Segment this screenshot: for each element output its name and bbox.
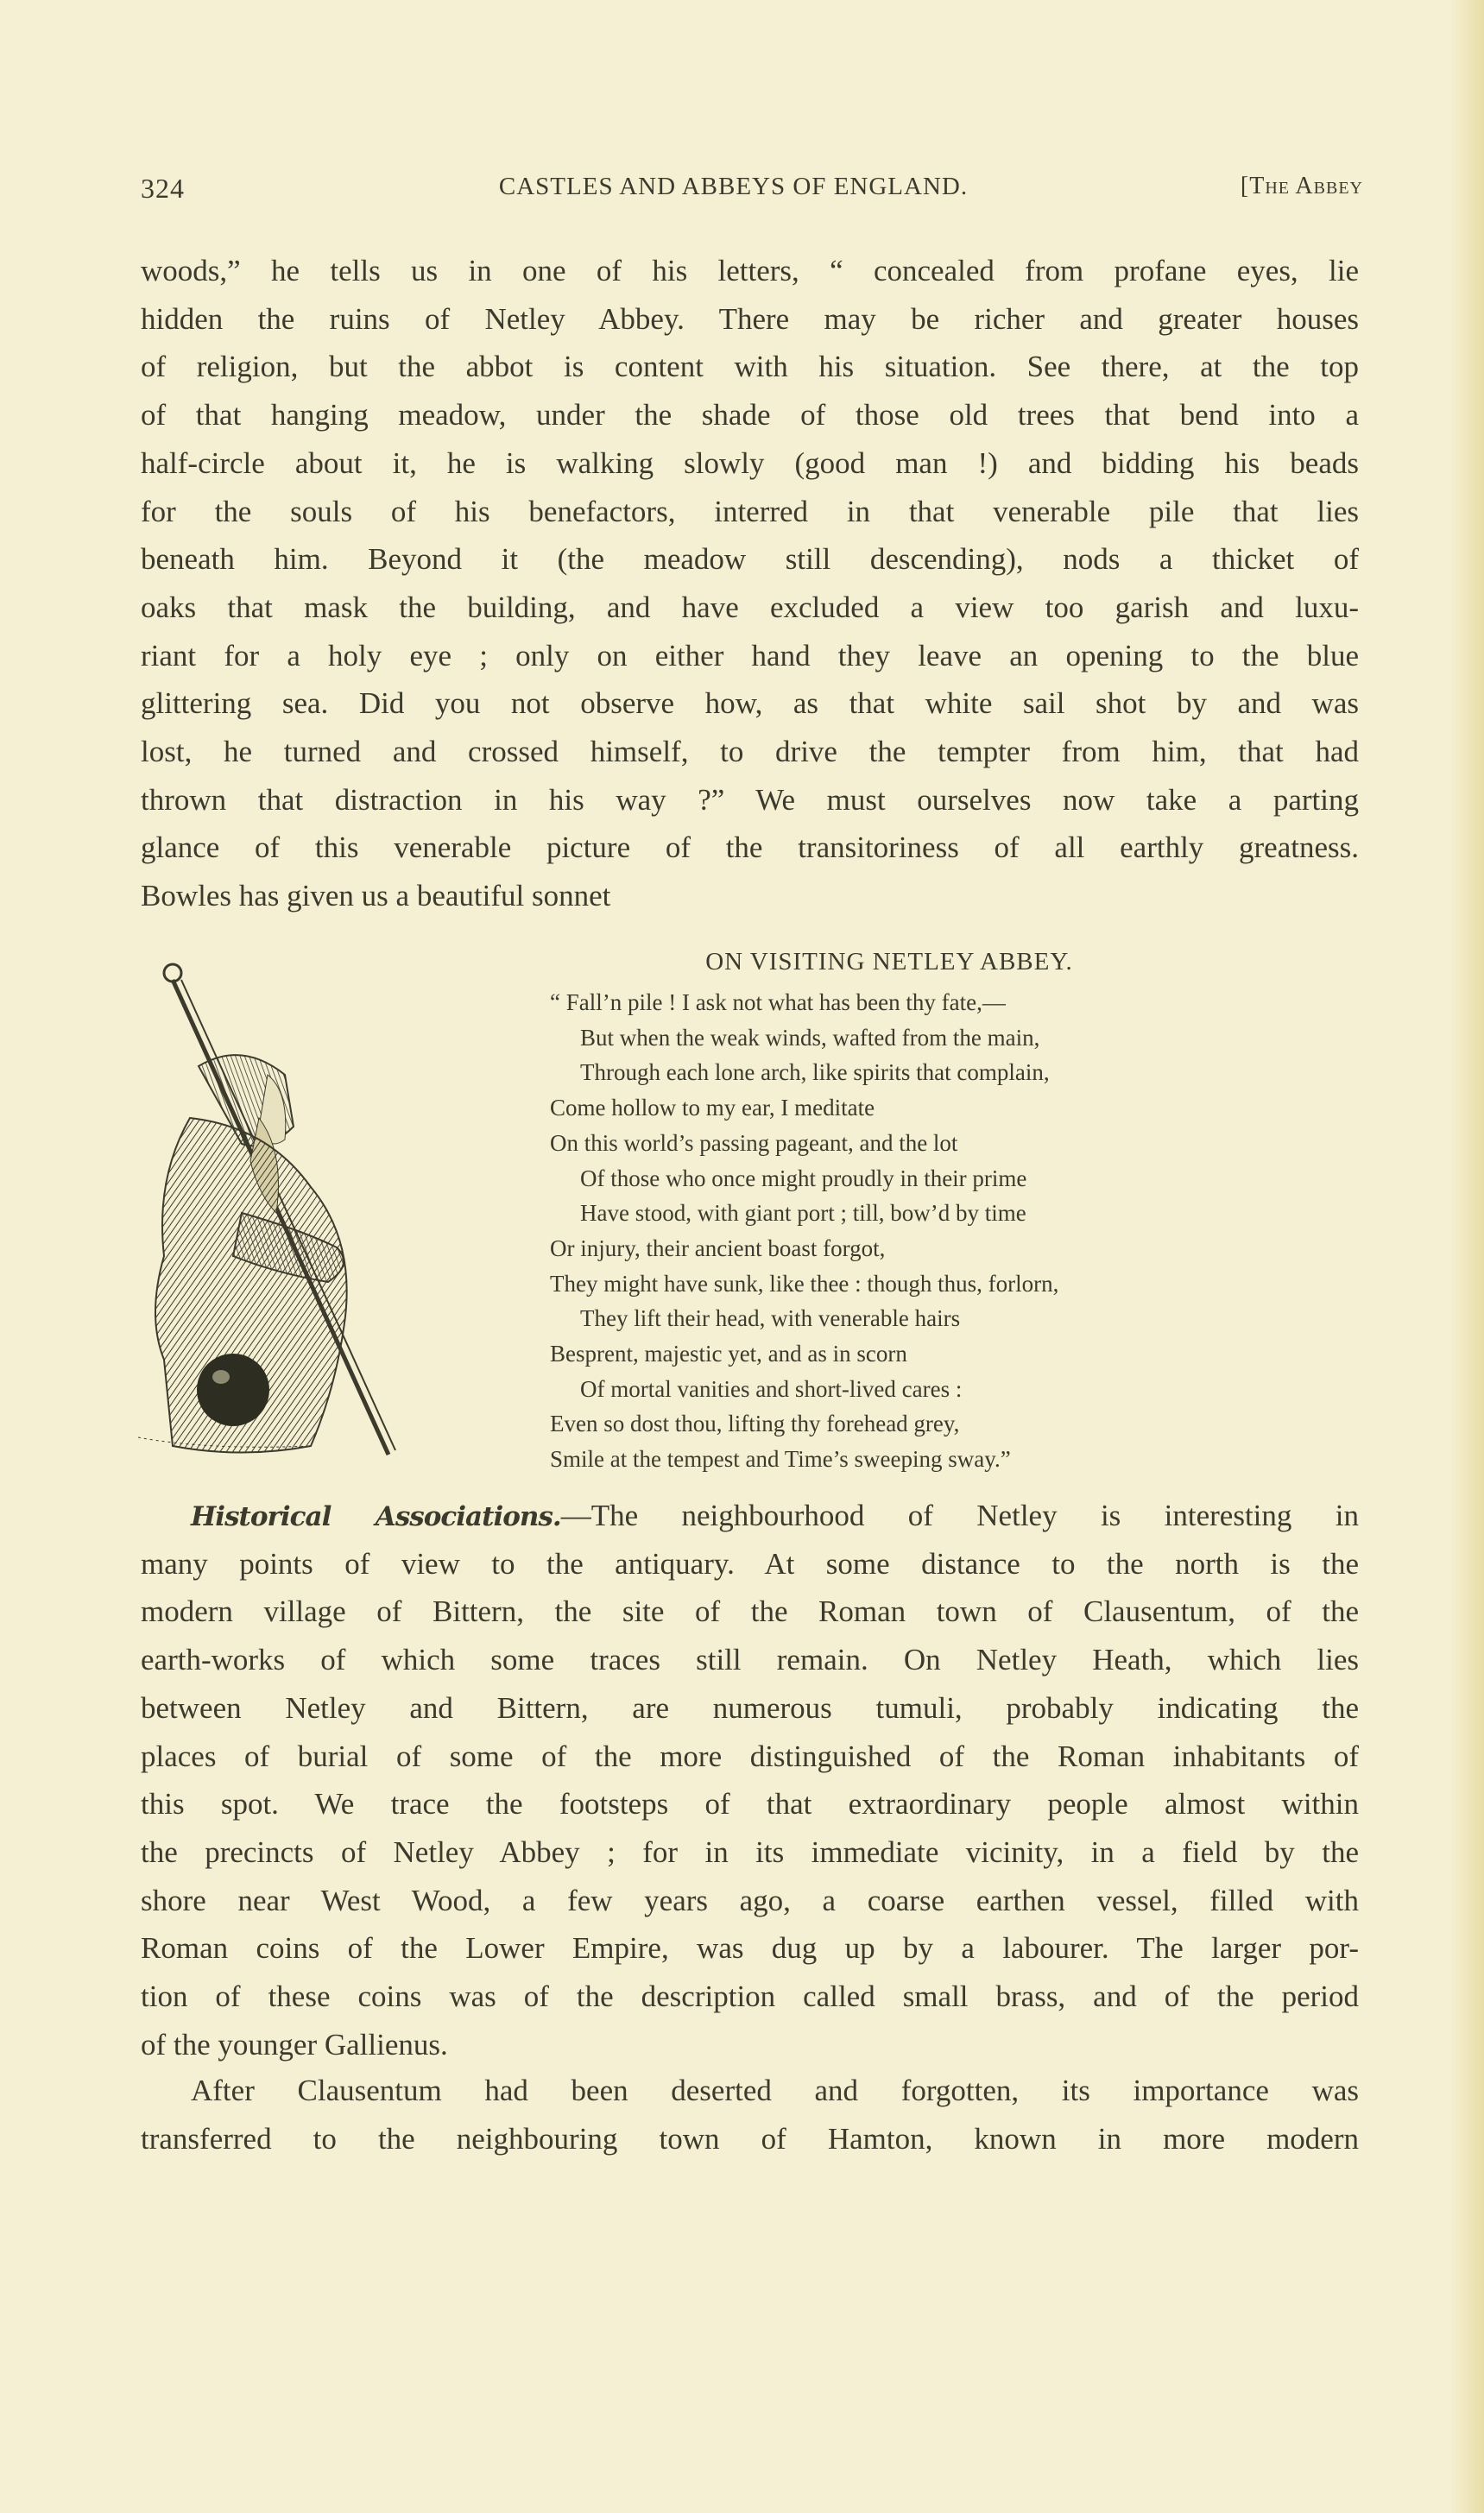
text-line: of that hanging meadow, under the shade of those old trees that bend into a — [141, 398, 1359, 433]
text-line: between Netley and Bittern, are numerous tumuli, probably indicating the — [141, 1690, 1359, 1725]
text-line: riant for a holy eye ; only on either hand they leave an opening to the blue — [141, 638, 1359, 672]
text-line: Roman coins of the Lower Empire, was dug up by a labourer. The larger por- — [141, 1931, 1359, 1966]
text-line: hidden the ruins of Netley Abbey. There may be richer and greater houses — [141, 301, 1359, 336]
poem-line: On this world’s passing pageant, and the lot — [550, 1129, 958, 1156]
text-line: tion of these coins was of the description called small brass, and of the period — [141, 1979, 1359, 2013]
running-title: CASTLES AND ABBEYS OF ENGLAND. — [498, 173, 969, 200]
page-number: 324 — [141, 173, 185, 204]
poem-line: Of those who once might proudly in their prime — [580, 1165, 1027, 1191]
text-line: many points of view to the antiquary. At some distance to the north is the — [141, 1546, 1359, 1581]
poem-line: Have stood, with giant port ; till, bow’d by time — [580, 1200, 1026, 1227]
monk-illustration — [138, 954, 518, 1463]
section-mark: [The Abbey — [1240, 173, 1363, 199]
poem-line: But when the weak winds, wafted from the main, — [580, 1024, 1040, 1051]
text-line: beneath him. Beyond it (the meadow still descending), nods a thicket of — [141, 542, 1359, 577]
text-line: this spot. We trace the footsteps of that extraordinary people almost within — [141, 1787, 1359, 1822]
text-line: of religion, but the abbot is content with his situation. See there, at the top — [141, 350, 1359, 384]
text-run: —The neighbourhood of Netley is interesting in — [560, 1499, 1359, 1532]
text-line: Bowles has given us a beautiful sonnet — [141, 879, 611, 913]
text-line: woods,” he tells us in one of his letters, “ concealed from profane eyes, lie — [141, 254, 1359, 287]
section-heading: Historical Associations. — [191, 1501, 561, 1532]
poem-line: Or injury, their ancient boast forgot, — [550, 1234, 886, 1261]
text-line: modern village of Bittern, the site of the Roman town of Clausentum, of the — [141, 1594, 1359, 1629]
text-line: half-circle about it, he is walking slowly (good man !) and bidding his beads — [141, 445, 1359, 480]
text-line: glance of this venerable picture of the transitoriness of all earthly greatness. — [141, 830, 1359, 865]
text-line: thrown that distraction in his way ?” We must ourselves now take a parting — [141, 782, 1359, 817]
text-line: of the younger Gallienus. — [141, 2027, 448, 2062]
text-line: earth-works of which some traces still remain. On Netley Heath, which lies — [141, 1643, 1359, 1677]
text-line: oaks that mask the building, and have excluded a view too garish and luxu- — [141, 590, 1359, 624]
text-line — [191, 1500, 1359, 1531]
text-line: After Clausentum had been deserted and forgotten, its importance was — [191, 2074, 1359, 2107]
poem-line: They lift their head, with venerable hairs — [580, 1305, 961, 1332]
poem-line: Besprent, majestic yet, and as in scorn — [550, 1341, 907, 1367]
poem-line: They might have sunk, like thee : though thus, forlorn, — [550, 1270, 1059, 1297]
page-edge-shading — [1449, 0, 1484, 2513]
poem-line: Even so dost thou, lifting thy forehead grey, — [550, 1411, 960, 1437]
poem-line: Smile at the tempest and Time’s sweeping sway.” — [550, 1446, 1011, 1473]
poem-line: Of mortal vanities and short-lived cares : — [580, 1375, 963, 1402]
text-line: lost, he turned and crossed himself, to drive the tempter from him, that had — [141, 735, 1359, 768]
poem-line: Through each lone arch, like spirits that complain, — [580, 1059, 1050, 1086]
poem-line: Come hollow to my ear, I meditate — [550, 1095, 875, 1121]
text-line: the precincts of Netley Abbey ; for in its immediate vicinity, in a field by the — [141, 1834, 1359, 1869]
text-line: for the souls of his benefactors, interred in that venerable pile that lies — [141, 494, 1359, 528]
text-line: places of burial of some of the more distinguished of the Roman inhabitants of — [141, 1739, 1359, 1773]
text-line: transferred to the neighbouring town of Hamton, known in more modern — [141, 2121, 1359, 2156]
poem-title: ON VISITING NETLEY ABBEY. — [705, 948, 1073, 976]
text-line: glittering sea. Did you not observe how, as that white sail shot by and was — [141, 686, 1359, 721]
poem-line: “ Fall’n pile ! I ask not what has been thy fate,— — [550, 989, 1006, 1015]
text-line: shore near West Wood, a few years ago, a coarse earthen vessel, filled with — [141, 1883, 1359, 1917]
